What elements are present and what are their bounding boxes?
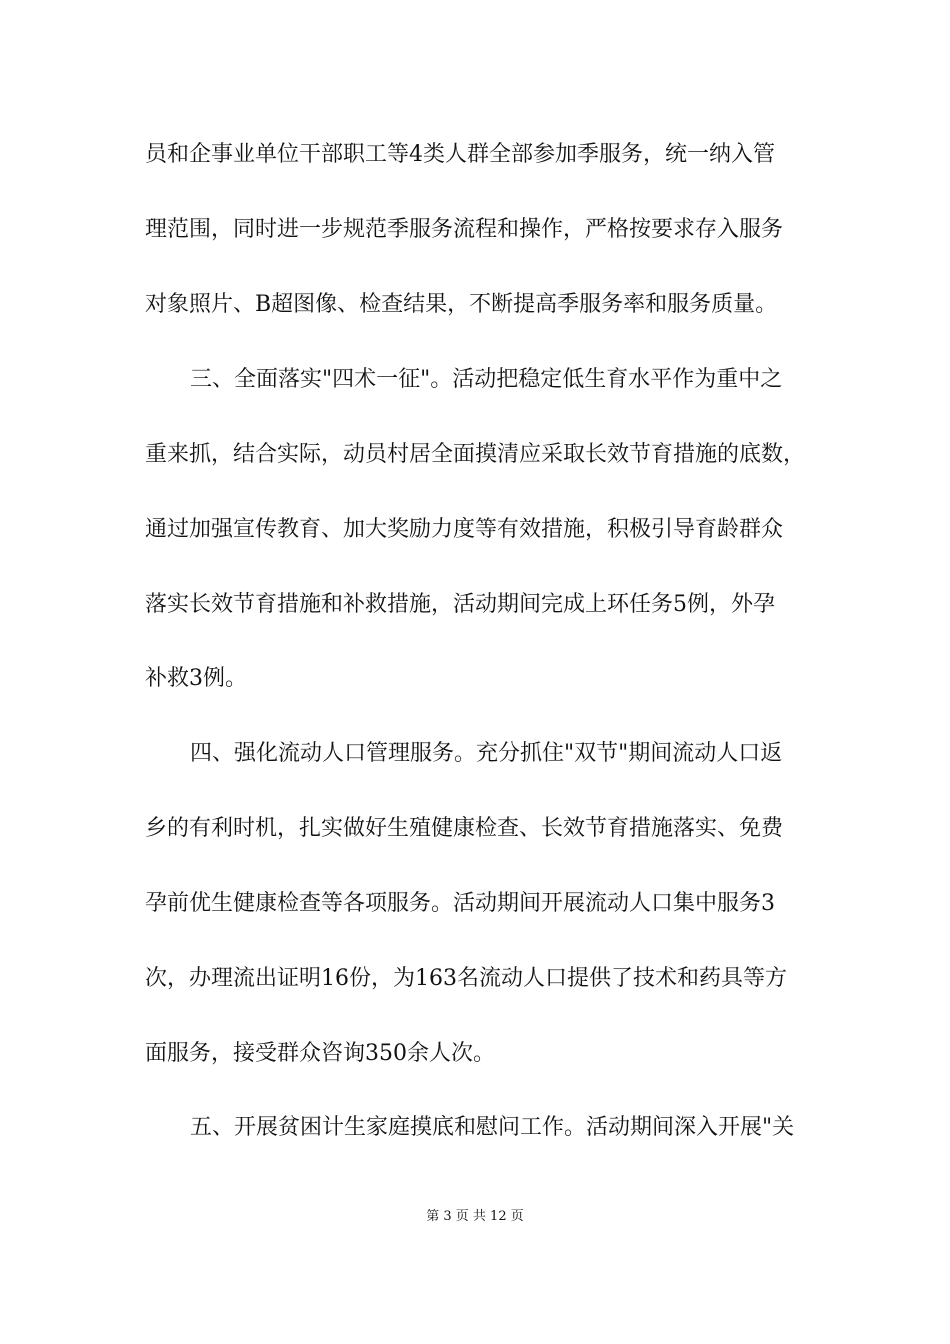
paragraph-line: 理范围，同时进一步规范季服务流程和操作，严格按要求存入服务 — [145, 217, 784, 242]
paragraph-line: 四、强化流动人口管理服务。充分抓住"双节"期间流动人口返 — [190, 741, 783, 766]
paragraph-line: 乡的有利时机，扎实做好生殖健康检查、长效节育措施落实、免费 — [145, 816, 784, 841]
paragraph-line: 五、开展贫困计生家庭摸底和慰问工作。活动期间深入开展"关 — [190, 1115, 795, 1140]
paragraph-line: 孕前优生健康检查等各项服务。活动期间开展流动人口集中服务3 — [145, 891, 775, 916]
paragraph-line: 三、全面落实"四术一征"。活动把稳定低生育水平作为重中之 — [190, 367, 783, 392]
paragraph-line: 补救3例。 — [145, 666, 247, 691]
paragraph-line: 落实长效节育措施和补救措施，活动期间完成上环任务5例，外孕 — [145, 592, 775, 617]
paragraph-line: 对象照片、B超图像、检查结果，不断提高季服务率和服务质量。 — [145, 292, 778, 317]
paragraph-line: 重来抓，结合实际，动员村居全面摸清应采取长效节育措施的底数， — [145, 442, 806, 467]
paragraph-line: 通过加强宣传教育、加大奖励力度等有效措施，积极引导育龄群众 — [145, 517, 784, 542]
paragraph-line: 次，办理流出证明16份，为163名流动人口提供了技术和药具等方 — [145, 966, 787, 991]
paragraph-line: 面服务，接受群众咨询350余人次。 — [145, 1041, 495, 1066]
page-number-footer: 第 3 页 共 12 页 — [426, 1209, 524, 1224]
paragraph-line: 员和企事业单位干部职工等4类人群全部参加季服务，统一纳入管 — [145, 142, 775, 167]
